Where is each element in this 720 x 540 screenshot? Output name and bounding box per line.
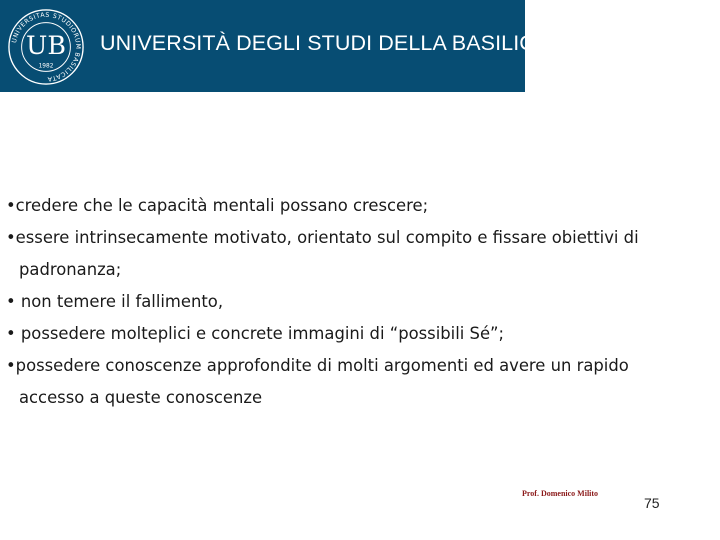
bullet-text: essere intrinsecamente motivato, orientato sul compito e fissare obiettivi di <box>15 228 639 247</box>
logo-letters: UB <box>26 29 66 60</box>
bullet-item <box>6 286 714 318</box>
bullet-marker: • <box>6 228 16 247</box>
bullet-text: credere che le capacità mentali possano crescere; <box>15 196 429 215</box>
bullet-item <box>6 190 714 222</box>
bullet-marker: • <box>6 196 16 215</box>
university-logo <box>7 8 85 86</box>
bullet-item <box>6 318 714 350</box>
page-number: 75 <box>644 495 660 511</box>
bullet-item <box>6 222 714 286</box>
bullet-text: possedere conoscenze approfondite di molti argomenti ed avere un rapido <box>15 356 629 375</box>
university-name: UNIVERSITÀ DEGLI STUDI DELLA BASILICATA <box>100 31 574 55</box>
bullet-text: possedere molteplici e concrete immagini di “possibili Sé”; <box>20 324 505 343</box>
bullet-list <box>6 190 714 414</box>
bullet-marker: • <box>6 324 21 343</box>
bullet-item <box>6 350 714 414</box>
logo-ring-text: UNIVERSITAS STUDIORUM BASILICATA <box>11 11 82 83</box>
bullet-continuation: accesso a queste conoscenze <box>19 388 263 407</box>
footer-author: Prof. Domenico Milito <box>522 489 599 498</box>
bullet-marker: • <box>6 292 21 311</box>
header-banner <box>0 0 574 92</box>
bullet-marker: • <box>6 356 16 375</box>
logo-year: 1982 <box>38 63 54 70</box>
bullet-text: non temere il fallimento, <box>20 292 224 311</box>
bullet-continuation: padronanza; <box>19 260 122 279</box>
